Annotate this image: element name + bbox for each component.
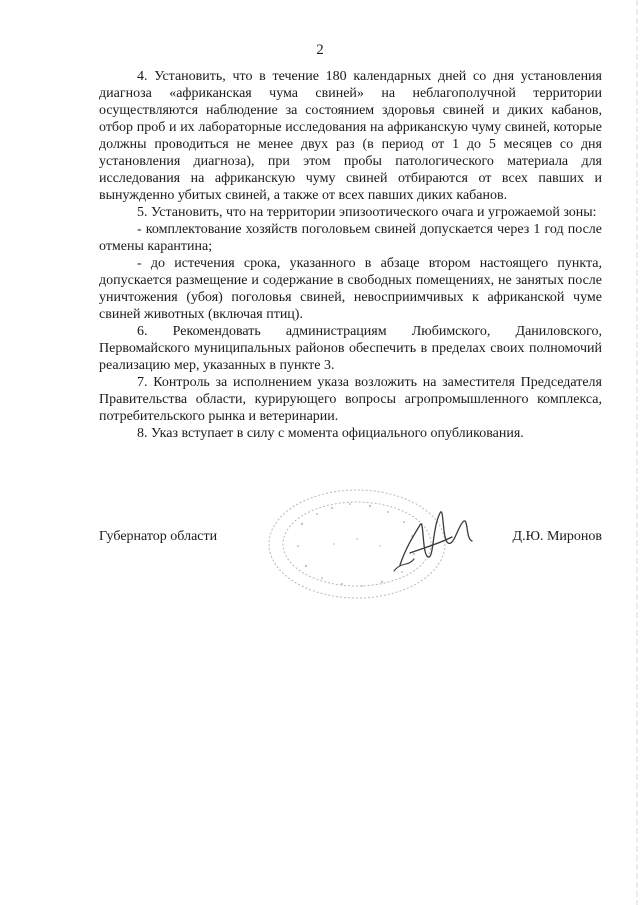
paragraph-5: 5. Установить, что на территории эпизоотического очага и угрожаемой зоны: — [137, 205, 597, 220]
paragraph-7: 7. Контроль за исполнением указа возложить на заместителя Председателя Правительства области, курирующего вопросы агропромышленного комплекса, потребительского рынка и ветеринарии. — [99, 375, 602, 424]
page-number: 2 — [316, 42, 324, 58]
paragraph-5-item-1: - комплектование хозяйств поголовьем свиней допускается через 1 год после отмены карантина; — [99, 222, 602, 254]
signatory-position: Губернатор области — [99, 529, 218, 544]
scan-edge-artifact — [634, 0, 640, 905]
paragraph-4: 4. Установить, что в течение 180 календарных дней со дня установления диагноза «африканская чума свиней» на неблагополучной территории осуществляются наблюдение за состоянием здоровья свиней и диких кабанов, отбор проб и их лабораторные исследования на африканскую чуму свиней, которые должны проводиться не менее двух раз (в период от 1 до 5 месяцев со дня установления диагноза), при этом пробы патологического материала для исследования на африканскую чуму свиней отбираются от всех павших и вынужденно убитых свиней, а также от всех павших диких кабанов. — [99, 69, 602, 203]
signatory-name: Д.Ю. Миронов — [512, 529, 602, 544]
paragraph-5-item-2: - до истечения срока, указанного в абзаце втором настоящего пункта, допускается размещение и содержание в свободных помещениях, не занятых после уничтожения (убоя) поголовья свиней, невосприимчивых к африканской чуме свиней животных (включая птиц). — [99, 256, 602, 322]
paragraph-6: 6. Рекомендовать администрациям Любимского, Даниловского, Первомайского муниципальных районов обеспечить в пределах своих полномочий реализацию мер, указанных в пункте 3. — [99, 324, 602, 373]
signature-block — [99, 528, 602, 548]
document-body — [99, 68, 602, 442]
paragraph-8: 8. Указ вступает в силу с момента официального опубликования. — [137, 426, 524, 441]
